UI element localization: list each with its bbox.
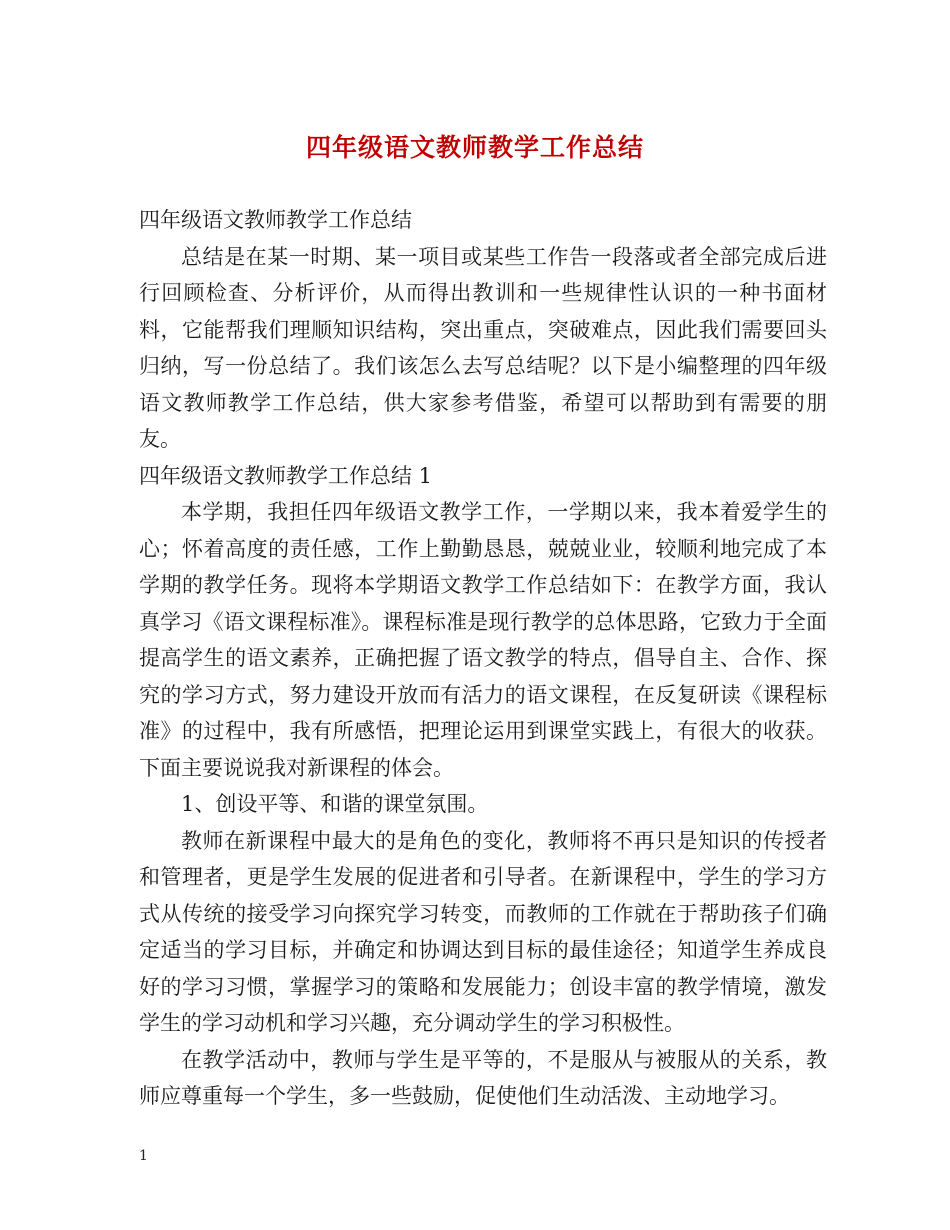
document-title: 四年级语文教师教学工作总结 — [305, 133, 644, 162]
section-heading: 四年级语文教师教学工作总结 — [139, 208, 412, 232]
body-paragraph: 本学期，我担任四年级语文教学工作，一学期以来，我本着爱学生的心；怀着高度的责任感，工作上勤勤恳恳，兢兢业业，较顺利地完成了本学期的教学任务。现将本学期语文教学工作总结如下：在教学方面，我认真学习《语文课程标准》。课程标准是现行教学的总体思路，它致力于全面提高学生的语文素养，正确把握了语文教学的特点，倡导自主、合作、探究的学习方式，努力建设开放而有活力的语文课程，在反复研读《课程标准》的过程中，我有所感悟，把理论运用到课堂实践上，有很大的收获。下面主要说说我对新课程的体会。 — [139, 500, 827, 780]
document-body — [139, 202, 827, 1115]
body-paragraph: 教师在新课程中最大的是角色的变化，教师将不再只是知识的传授者和管理者，更是学生发展的促进者和引导者。在新课程中，学生的学习方式从传统的接受学习向探究学习转变，而教师的工作就在于帮助孩子们确定适当的学习目标，并确定和协调达到目标的最佳途径；知道学生养成良好的学习习惯，掌握学习的策略和发展能力；创设丰富的教学情境，激发学生的学习动机和学习兴趣，充分调动学生的学习积极性。 — [139, 828, 827, 1035]
body-paragraph: 在教学活动中，教师与学生是平等的，不是服从与被服从的关系，教师应尊重每一个学生，多一些鼓励，促使他们生动活泼、主动地学习。 — [139, 1047, 827, 1108]
intro-paragraph: 总结是在某一时期、某一项目或某些工作告一段落或者全部完成后进行回顾检查、分析评价，从而得出教训和一些规律性认识的一种书面材料，它能帮我们理顺知识结构，突出重点，突破难点，因此我们需要回头归纳，写一份总结了。我们该怎么去写总结呢？以下是小编整理的四年级语文教师教学工作总结，供大家参考借鉴，希望可以帮助到有需要的朋友。 — [139, 244, 827, 451]
section-heading: 四年级语文教师教学工作总结 1 — [139, 463, 433, 488]
page-number: 1 — [139, 1148, 148, 1164]
list-item-heading: 1、创设平等、和谐的课堂氛围。 — [181, 792, 489, 816]
